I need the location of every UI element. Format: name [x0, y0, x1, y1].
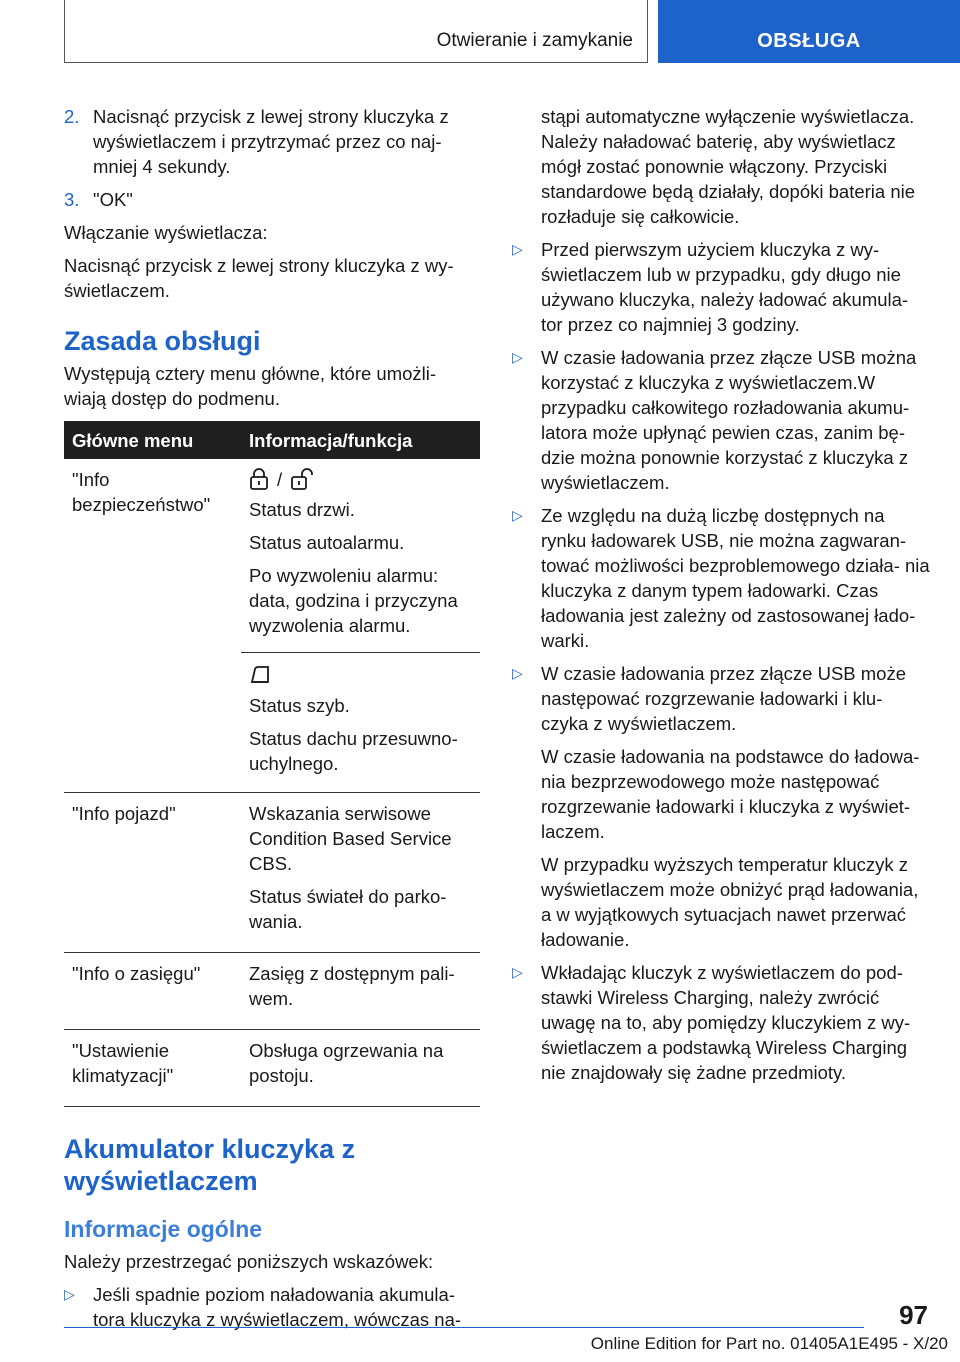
step-number: 3.	[64, 189, 80, 210]
menu-table	[64, 421, 480, 1107]
bullet-text: W przypadku wyższych temperatur kluczyk z wyświetlaczem może obniżyć prąd ładowania, a w wyjątkowych sytuacjach nawet przerwać ładowanie.	[541, 854, 919, 950]
heading-akumulator: Akumulator kluczyka z wyświetlaczem	[64, 1134, 356, 1196]
lock-open-icon	[290, 468, 316, 490]
paragraph: Występują cztery menu główne, które umożli- wiają dostęp do podmenu.	[64, 363, 437, 409]
heading-informacje: Informacje ogólne	[64, 1216, 263, 1242]
triangle-bullet-icon: ▷	[512, 241, 523, 257]
step-text: "OK"	[93, 189, 133, 210]
window-icon	[249, 665, 271, 685]
bullet-text: W czasie ładowania przez złącze USB może następować rozgrzewanie ładowarki i klu- czyka z wyświetlaczem.	[541, 663, 907, 734]
bullet-continuation	[512, 104, 932, 229]
paragraph: Należy przestrzegać poniższych wskazówek:	[64, 1251, 434, 1272]
table-row	[64, 1030, 480, 1107]
info-text: Zasięg z dostępnym pali- wem.	[249, 963, 455, 1009]
table-row	[64, 953, 480, 1030]
heading-zasada: Zasada obsługi	[64, 326, 261, 356]
bullet-text: Przed pierwszym użyciem kluczyka z wy- świetlaczem lub w przypadku, gdy długo nie używano kluczyka, należy ładować akumula- tor przez co najmniej 3 godziny.	[541, 239, 909, 335]
page-number: 97	[899, 1300, 928, 1330]
table-cell-menu: "Ustawienie klimatyzacji"	[64, 1030, 241, 1107]
info-text: Status dachu przesuwno- uchylnego.	[249, 728, 458, 774]
footer-divider	[64, 1327, 864, 1328]
paragraph: Nacisnąć przycisk z lewej strony kluczyka z wy- świetlaczem.	[64, 255, 454, 301]
bullet-text: stąpi automatyczne wyłączenie wyświetlacza. Należy naładować baterię, aby wyświetlacz mógł zostać ponownie włączony. Przyciski standardowe będą działały, dopóki bateria nie rozładuje się całkowicie.	[541, 106, 916, 227]
bullet-item	[512, 237, 932, 337]
triangle-bullet-icon: ▷	[64, 1286, 75, 1302]
section-tab[interactable]: OBSŁUGA	[658, 0, 960, 63]
step-text: Nacisnąć przycisk z lewej strony kluczyka z wyświetlaczem i przytrzymać przez co naj- mniej 4 sekundy.	[93, 106, 449, 177]
bullet-item	[512, 345, 932, 495]
bullet-text: Jeśli spadnie poziom naładowania akumula- tora kluczyka z wyświetlaczem, wówczas na-	[93, 1284, 462, 1330]
paragraph: Włączanie wyświetlacza:	[64, 222, 268, 243]
chapter-title: Otwieranie i zamykanie	[436, 30, 633, 51]
lock-closed-icon	[249, 468, 269, 490]
bullet-item	[64, 1282, 480, 1332]
info-text: Wskazania serwisowe Condition Based Service CBS.	[249, 803, 452, 874]
bullet-item	[512, 661, 932, 952]
table-cell-menu: "Info bezpieczeństwo"	[64, 459, 241, 793]
step-item	[64, 187, 480, 212]
info-text: Status drzwi.	[249, 499, 355, 520]
edition-footer[interactable]: Online Edition for Part no. 01405A1E495 - X/20	[590, 1334, 948, 1353]
table-header-menu: Główne menu	[64, 421, 241, 459]
table-cell-info	[241, 459, 480, 793]
bullet-item	[512, 960, 932, 1085]
header-box	[64, 0, 648, 63]
bullet-item	[512, 503, 932, 653]
table-cell-info	[241, 1030, 480, 1107]
icon-separator: /	[277, 468, 283, 490]
info-text: Status szyb.	[249, 695, 350, 716]
info-text: Status świateł do parko- wania.	[249, 886, 447, 932]
table-cell-info	[241, 953, 480, 1030]
window-icon-line	[249, 663, 472, 687]
info-text: Obsługa ogrzewania na postoju.	[249, 1040, 444, 1086]
triangle-bullet-icon: ▷	[512, 665, 523, 681]
bullet-text: Ze względu na dużą liczbę dostępnych na rynku ładowarek USB, nie można zagwaran- tować możliwości bezproblemowego działa- nia kluczyka z danym typem ładowarki. Czas ładowania jest zależny od zastosowanej łado- warki.	[541, 505, 930, 651]
table-cell-menu: "Info pojazd"	[64, 793, 241, 953]
step-number: 2.	[64, 106, 80, 127]
bullet-text: Wkładając kluczyk z wyświetlaczem do pod- stawki Wireless Charging, należy zwrócić uwagę na to, aby pomiędzy kluczykiem z wy- świetlaczem a podstawką Wireless Charging nie znajdowały się żadne przedmioty.	[541, 962, 911, 1083]
table-header-row	[64, 421, 480, 459]
triangle-bullet-icon: ▷	[512, 349, 523, 365]
table-cell-menu: "Info o zasięgu"	[64, 953, 241, 1030]
bullet-text: W czasie ładowania przez złącze USB można korzystać z kluczyka z wyświetlaczem.W przypadku całkowitego rozładowania akumu- latora może upłynąć pewien czas, zanim bę- dzie można ponownie korzystać z kluczyka z wyświetlaczem.	[541, 347, 917, 493]
triangle-bullet-icon: ▷	[512, 964, 523, 980]
step-item	[64, 104, 480, 179]
table-header-info: Informacja/funkcja	[241, 421, 480, 459]
lock-icons-line	[249, 467, 472, 491]
table-cell-info	[241, 793, 480, 953]
triangle-bullet-icon: ▷	[512, 507, 523, 523]
info-text: Status autoalarmu.	[249, 532, 405, 553]
bullet-text: W czasie ładowania na podstawce do ładowa- nia bezprzewodowego może następować rozgrzewanie ładowarki i kluczyka z wyświet- laczem.	[541, 746, 920, 842]
info-text: Po wyzwoleniu alarmu: data, godzina i przyczyna wyzwolenia alarmu.	[249, 565, 458, 636]
right-column	[512, 104, 932, 1093]
table-row	[64, 459, 480, 793]
table-row	[64, 793, 480, 953]
left-column	[64, 104, 480, 1340]
